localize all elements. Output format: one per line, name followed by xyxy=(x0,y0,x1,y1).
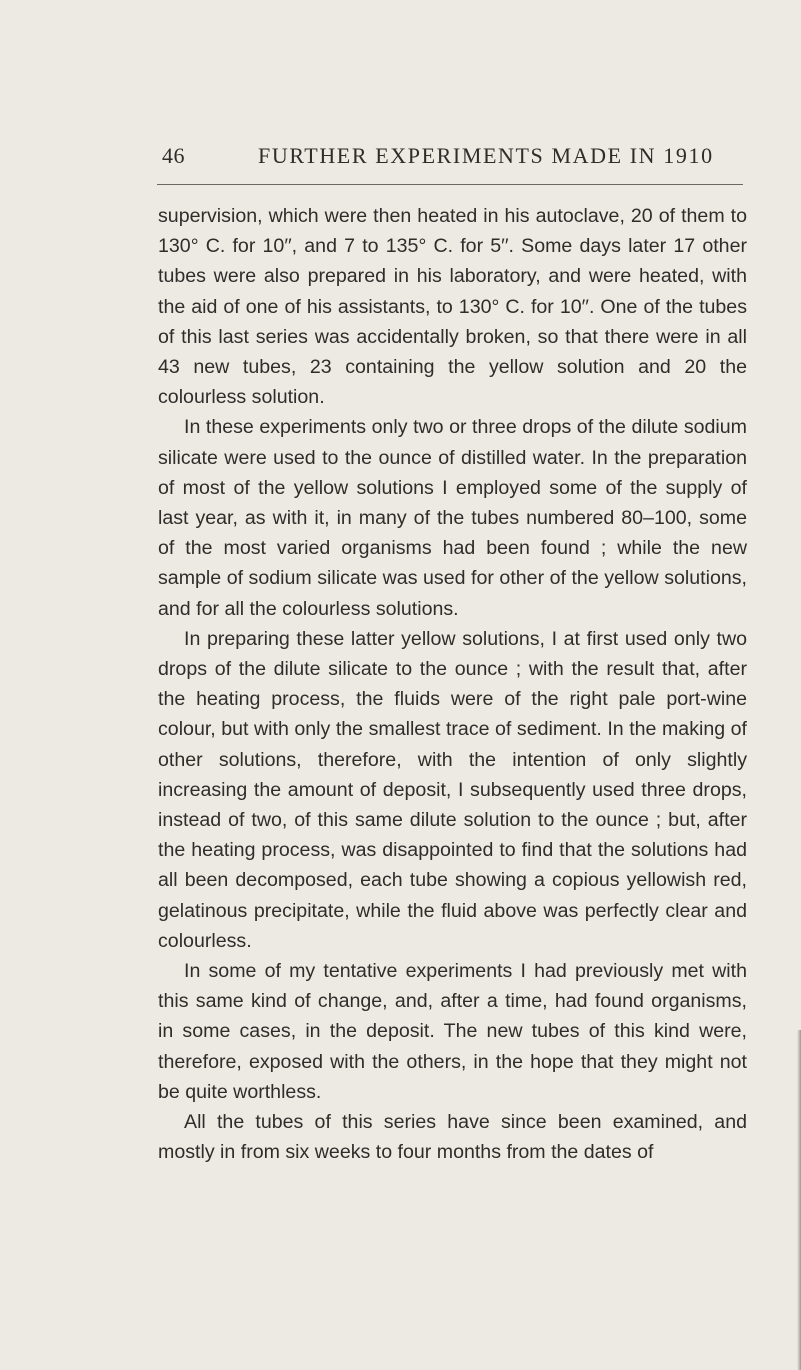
page-header xyxy=(162,143,801,183)
page-number: 46 xyxy=(162,143,185,168)
paragraph: In some of my tentative experiments I had previously met with this same kind of change, and, after a time, had found organisms, in some cases, in the deposit. The new tubes of this kind were, therefore, exposed with the others, in the hope that they might not be quite worthless. xyxy=(158,960,747,1103)
paragraph: In these experiments only two or three drops of the dilute sodium silicate were used to the ounce of distilled water. In the preparation of most of the yellow solutions I employed some of the supply of last year, as with it, in many of the tubes numbered 80–100, some of the most varied organisms had been found ; while the new sample of sodium silicate was used for other of the yellow solutions, and for all the colourless solutions. xyxy=(158,416,747,620)
paragraph: In preparing these latter yellow solutions, I at first used only two drops of the dilute silicate to the ounce ; with the result that, after the heating process, the fluids were of the right pale port-wine colour, but with only the smallest trace of sediment. In the making of other solutions, therefore, with the intention of only slightly increasing the amount of deposit, I subsequently used three drops, instead of two, of this same dilute solution to the ounce ; but, after the heating process, was disappointed to find that the solutions had all been decomposed, each tube showing a copious yellowish red, gelatinous precipitate, while the fluid above was perfectly clear and colourless. xyxy=(158,627,747,952)
paragraph: All the tubes of this series have since been examined, and mostly in from six weeks to four months from the dates of xyxy=(158,1111,747,1164)
header-rule xyxy=(157,184,743,185)
running-head: FURTHER EXPERIMENTS MADE IN 1910 xyxy=(258,143,714,168)
page-edge-shadow xyxy=(797,1030,801,1370)
body-text xyxy=(158,201,747,1168)
paragraph: supervision, which were then heated in his autoclave, 20 of them to 130° C. for 10′′, and 7 to 135° C. for 5′′. Some days later 17 other tubes were also prepared in his laboratory, and were heated, with the aid of one of his assistants, to 130° C. for 10′′. One of the tubes of this last series was accidentally broken, so that there were in all 43 new tubes, 23 containing the yellow solution and 20 the colourless solution. xyxy=(158,205,747,409)
